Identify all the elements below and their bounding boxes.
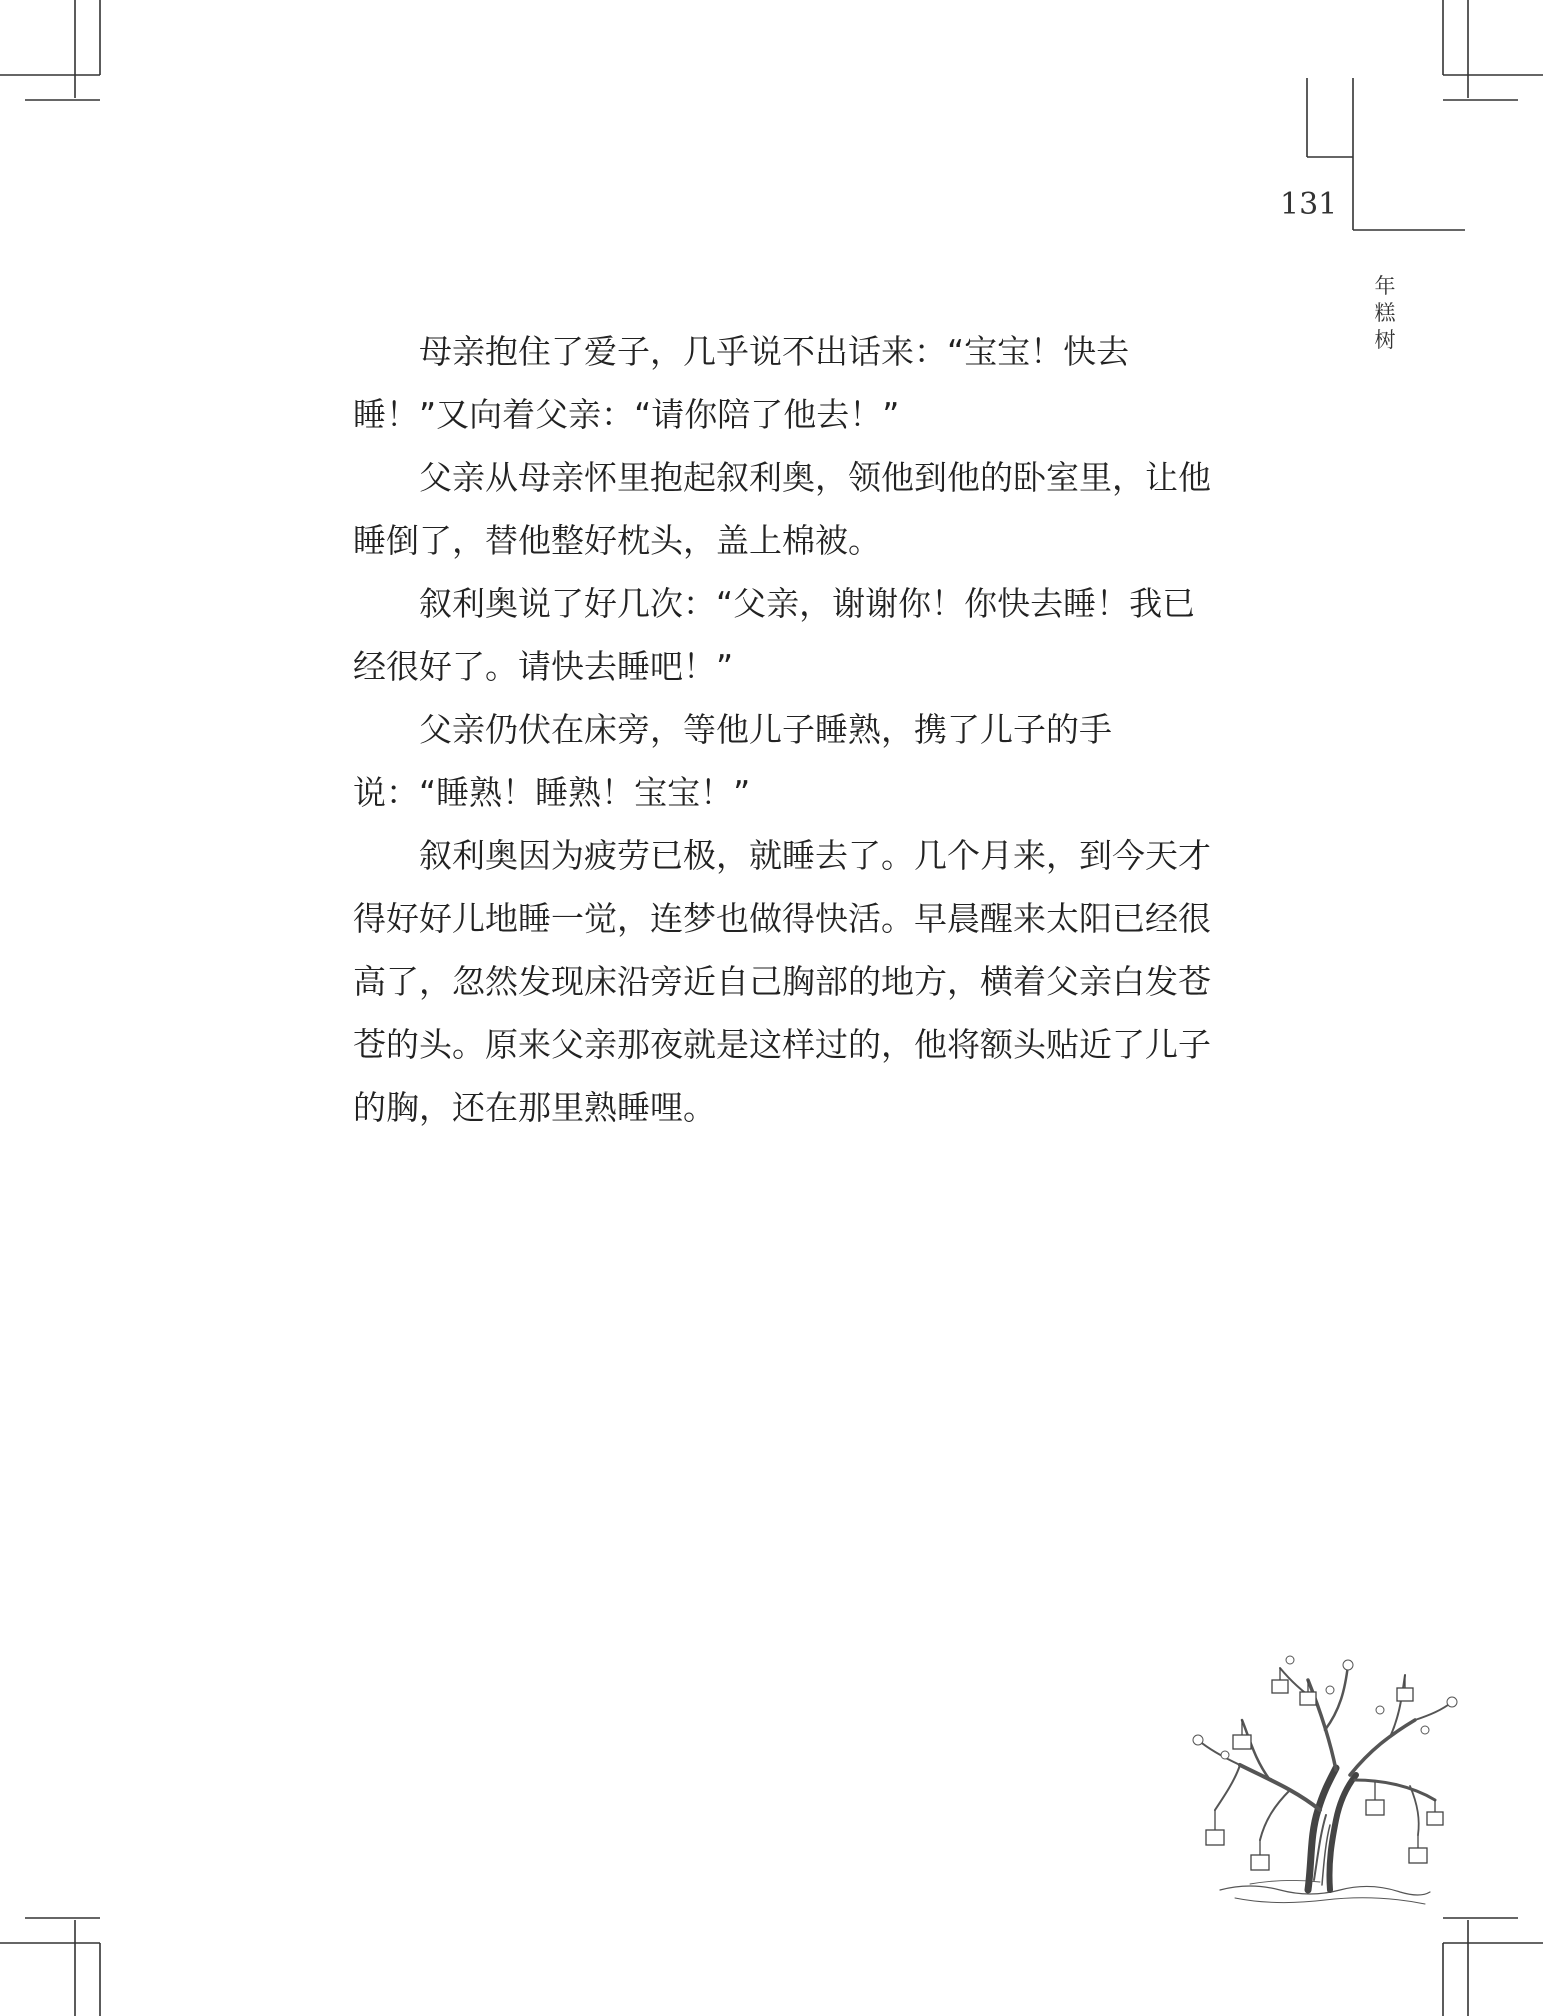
gift-box [1300, 1692, 1316, 1705]
running-title-char: 年 [1374, 274, 1396, 298]
paragraph: 父亲仍伏在床旁，等他儿子睡熟，携了儿子的手说：“睡熟！睡熟！宝宝！” [353, 710, 1112, 812]
ground-leaves [1220, 1886, 1430, 1895]
page-number: 131 [1280, 187, 1338, 222]
gift-box [1251, 1855, 1269, 1870]
gift-box [1233, 1735, 1251, 1749]
running-title [1370, 273, 1400, 354]
gift-box [1366, 1800, 1384, 1815]
paragraph: 叙利奥因为疲劳已极，就睡去了。几个月来，到今天才得好好儿地睡一觉，连梦也做得快活。早晨醒来太阳已经很高了，忽然发现床沿旁近自己胸部的地方，横着父亲白发苍苍的头。原来父亲那夜就是这样过的，他将额头贴近了儿子的胸，还在那里熟睡哩。 [353, 836, 1211, 1127]
paragraph: 父亲从母亲怀里抱起叙利奥，领他到他的卧室里，让他睡倒了，替他整好枕头，盖上棉被。 [353, 458, 1211, 560]
gift-box [1272, 1680, 1288, 1693]
running-title-char: 糕 [1374, 301, 1396, 325]
blossom [1193, 1735, 1203, 1745]
gift-box [1397, 1688, 1413, 1701]
paragraph: 叙利奥说了好几次：“父亲，谢谢你！你快去睡！我已经很好了。请快去睡吧！” [353, 584, 1196, 686]
tree-illustration [1180, 1640, 1460, 1920]
running-title-char: 树 [1374, 328, 1396, 352]
gift-box [1409, 1848, 1427, 1863]
body-text [353, 320, 1213, 1139]
gift-box [1206, 1830, 1224, 1845]
tree-branches [1240, 1765, 1320, 1810]
gift-box [1427, 1812, 1443, 1825]
paragraph: 母亲抱住了爱子，几乎说不出话来：“宝宝！快去睡！”又向着父亲：“请你陪了他去！” [353, 332, 1130, 434]
